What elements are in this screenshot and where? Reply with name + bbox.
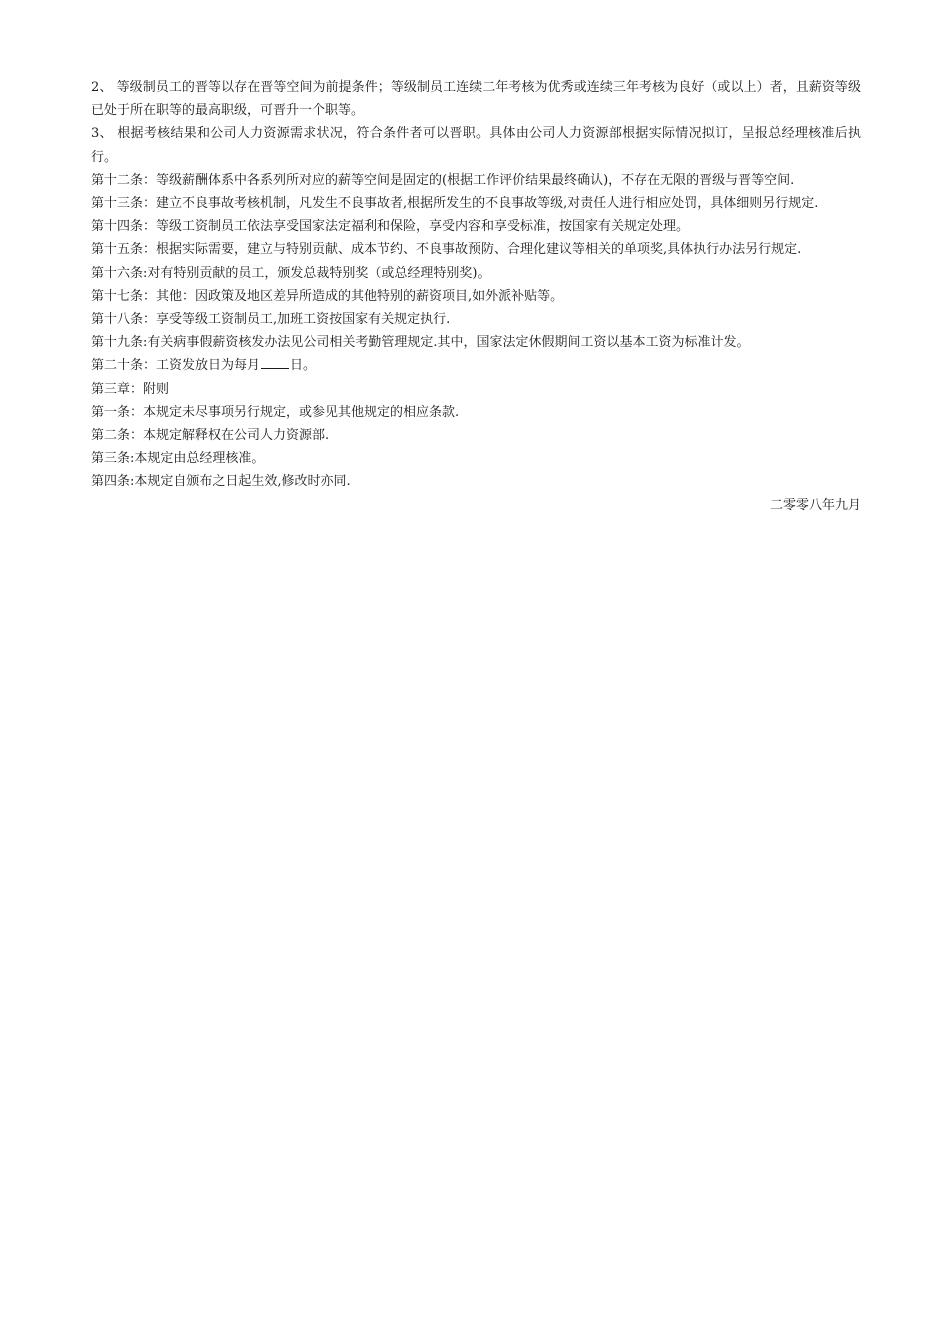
paragraph-article-12: 第十二条：等级薪酬体系中各系列所对应的薪等空间是固定的(根据工作评价结果最终确认)，不存在无限的晋级与晋等空间. <box>91 172 795 188</box>
payday-text-after: 日。 <box>290 358 317 374</box>
paragraph-article-14: 第十四条：等级工资制员工依法享受国家法定福利和保险，享受内容和享受标准，按国家有关规定处理。 <box>91 219 690 235</box>
paragraph-article-16: 第十六条:对有特别贡献的员工，颁发总裁特别奖（或总经理特别奖)。 <box>91 265 491 281</box>
appendix-article-4: 第四条:本规定自颁布之日起生效,修改时亦同. <box>91 474 351 490</box>
chapter-3-heading: 第三章：附则 <box>91 381 170 397</box>
paragraph-article-17: 第十七条：其他：因政策及地区差异所造成的其他特别的薪资项目,如外派补贴等。 <box>91 288 564 304</box>
appendix-article-3: 第三条:本规定由总经理核准。 <box>91 451 265 467</box>
payday-blank-line <box>261 354 289 369</box>
appendix-article-2: 第二条：本规定解释权在公司人力资源部. <box>91 428 330 444</box>
paragraph-article-20 <box>91 354 861 377</box>
paragraph-article-19: 第十九条:有关病事假薪资核发办法见公司相关考勤管理规定.其中，国家法定休假期间工资以基本工资为标准计发。 <box>91 335 750 351</box>
document-date: 二零零八年九月 <box>769 497 861 513</box>
payday-text-before: 第二十条：工资发放日为每月 <box>91 358 261 374</box>
document-body <box>91 76 861 517</box>
paragraph-promotion-grade: 2、 等级制员工的晋等以存在晋等空间为前提条件；等级制员工连续二年考核为优秀或连续三年考核为良好（或以上）者，且薪资等级已处于所在职等的最高职级，可晋升一个职等。 <box>91 80 861 119</box>
paragraph-article-18: 第十八条：享受等级工资制员工,加班工资按国家有关规定执行. <box>91 312 451 328</box>
paragraph-promotion-position: 3、 根据考核结果和公司人力资源需求状况，符合条件者可以晋职。具体由公司人力资源部根据实际情况拟订，呈报总经理核准后执行。 <box>91 126 861 165</box>
appendix-article-1: 第一条：本规定未尽事项另行规定，或参见其他规定的相应条款. <box>91 404 460 420</box>
paragraph-article-15: 第十五条：根据实际需要，建立与特别贡献、成本节约、不良事故预防、合理化建议等相关的单项奖,具体执行办法另行规定. <box>91 242 802 258</box>
paragraph-article-13: 第十三条：建立不良事故考核机制，凡发生不良事故者,根据所发生的不良事故等级,对责任人进行相应处罚，具体细则另行规定. <box>91 196 819 212</box>
